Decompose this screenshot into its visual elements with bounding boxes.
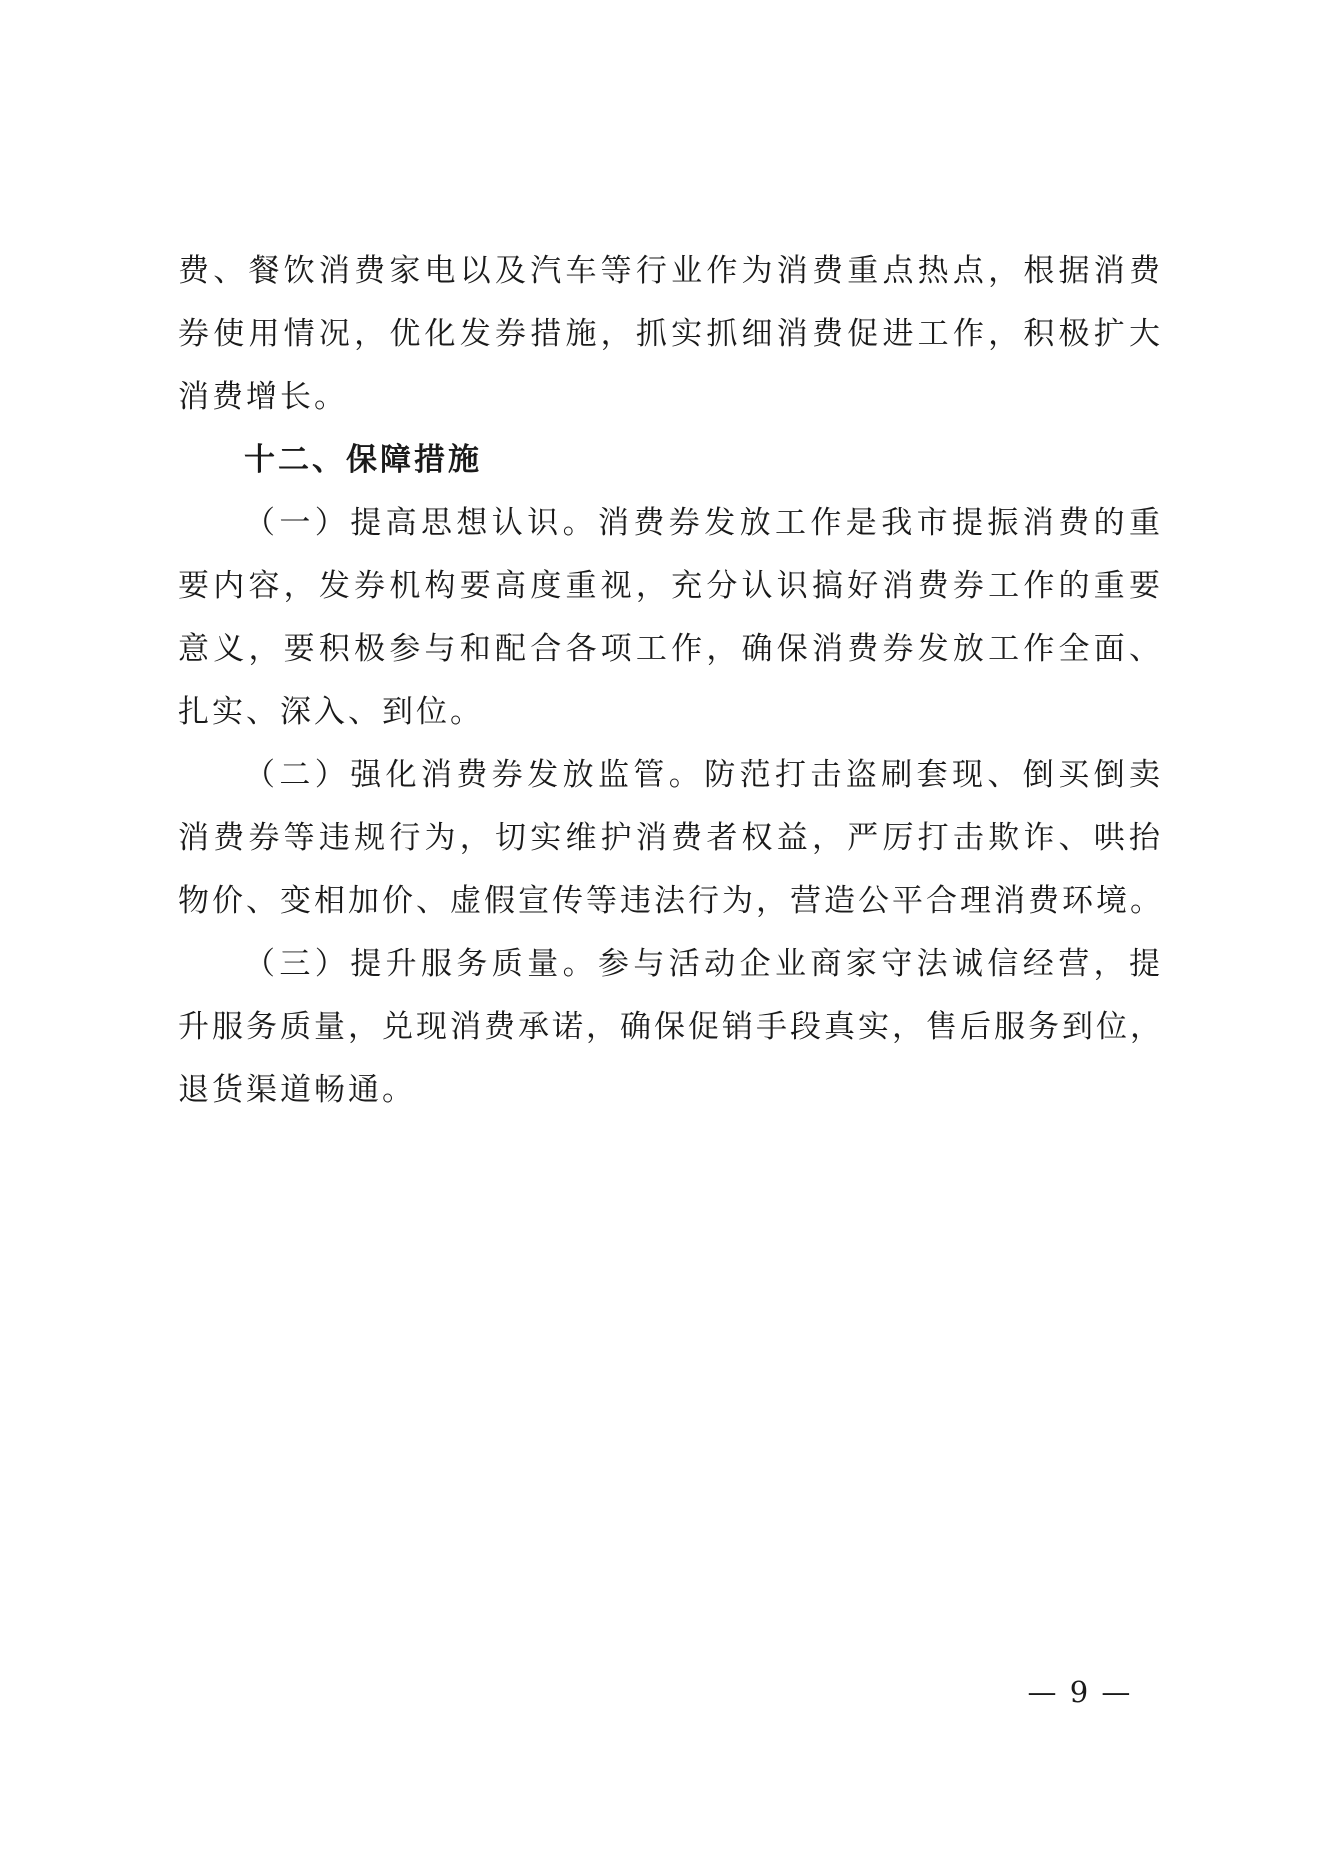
paragraph-line: 要内容，发券机构要高度重视，充分认识搞好消费券工作的重要 — [178, 568, 1163, 604]
paragraph-line: （一）提高思想认识。消费券发放工作是我市提振消费的重 — [244, 505, 1163, 541]
paragraph-line: 消费券等违规行为，切实维护消费者权益，严厉打击欺诈、哄抬 — [178, 820, 1163, 856]
page-number: — 9 — — [1027, 1675, 1133, 1709]
paragraph-line: 退货渠道畅通。 — [178, 1072, 416, 1108]
paragraph-line: 物价、变相加价、虚假宣传等违法行为，营造公平合理消费环境。 — [178, 883, 1164, 919]
paragraph-line: （三）提升服务质量。参与活动企业商家守法诚信经营，提 — [244, 946, 1163, 982]
paragraph-line: （二）强化消费券发放监管。防范打击盗刷套现、倒买倒卖 — [244, 757, 1163, 793]
paragraph-line: 扎实、深入、到位。 — [178, 694, 484, 730]
paragraph-line: 意义，要积极参与和配合各项工作，确保消费券发放工作全面、 — [178, 631, 1163, 667]
section-heading: 十二、保障措施 — [244, 442, 482, 478]
paragraph-line: 升服务质量，兑现消费承诺，确保促销手段真实，售后服务到位， — [178, 1009, 1164, 1045]
paragraph-line: 券使用情况，优化发券措施，抓实抓细消费促进工作，积极扩大 — [178, 316, 1163, 352]
body-text — [178, 240, 1163, 1122]
paragraph-line: 消费增长。 — [178, 379, 348, 415]
paragraph-line: 费、餐饮消费家电以及汽车等行业作为消费重点热点，根据消费 — [178, 253, 1163, 289]
